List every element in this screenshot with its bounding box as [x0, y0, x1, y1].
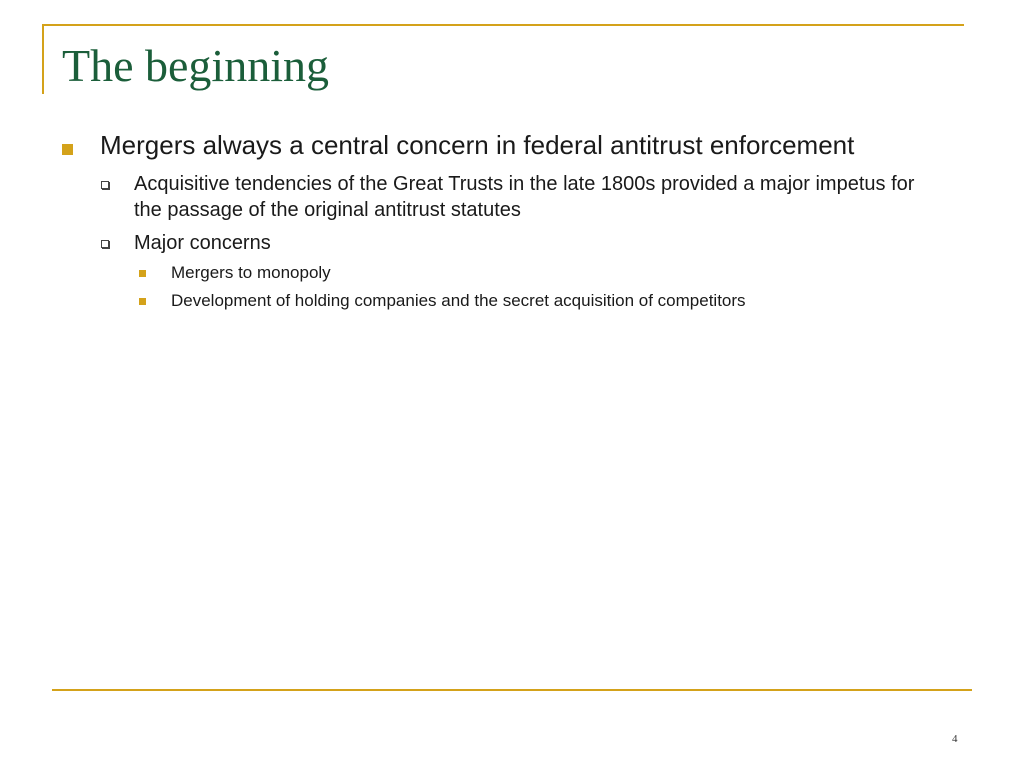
- bullet-level2: [62, 171, 934, 223]
- square-bullet-icon: [139, 298, 146, 305]
- bullet-level3: [62, 262, 331, 284]
- bullet-text: Major concerns: [134, 232, 271, 254]
- bullet-text: Mergers always a central concern in federal antitrust enforcement: [100, 130, 855, 160]
- hollow-square-bullet-icon: [101, 181, 109, 189]
- bullet-text: Mergers to monopoly: [171, 263, 331, 282]
- hollow-square-bullet-icon: [101, 240, 109, 248]
- bullet-level2: [62, 230, 934, 256]
- slide-title: The beginning: [62, 40, 329, 91]
- bullet-text: Acquisitive tendencies of the Great Trusts in the late 1800s provided a major impetus for the passage of the original antitrust statutes: [134, 173, 915, 221]
- square-bullet-icon: [139, 270, 146, 277]
- bullet-text: Development of holding companies and the secret acquisition of competitors: [171, 291, 746, 310]
- title-frame-left-rule: [42, 24, 44, 94]
- title-frame-top-rule: [42, 24, 964, 26]
- bullet-level1: [62, 130, 854, 161]
- footer-rule: [52, 689, 972, 691]
- bullet-level3: [62, 290, 746, 312]
- page-number: 4: [952, 733, 958, 745]
- square-bullet-icon: [62, 144, 73, 155]
